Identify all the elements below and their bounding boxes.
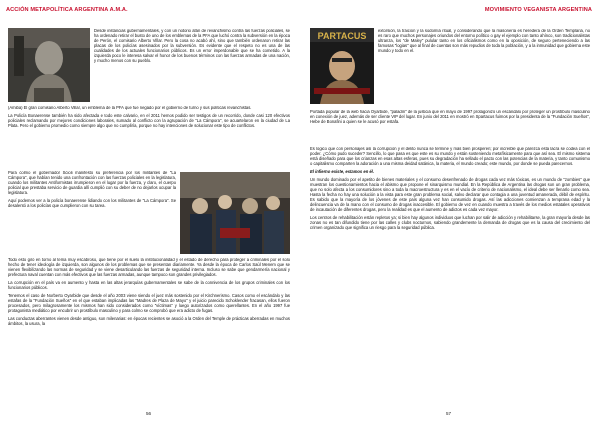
left-intro-text bbox=[94, 29, 290, 103]
left-body-scioli bbox=[8, 171, 176, 255]
police-protest-photo bbox=[180, 172, 290, 254]
right-header: MOVIMIENTO VEGANISTA ARGENTINA bbox=[484, 7, 592, 13]
left-para-tenemos: Tenemos el caso de Norberto Oyarbide que desde el año 2003 viene siendo el juez más sostenido por el Kirchnerismo. Casos como el escándalo y las estafas de la "Fundación Sueños" en el que estaban implicadas las "Madres de Plaza de Mayo" y el juicio parecido Schoklender fracasan, ellos fueron procesados, pero milagrosamente los mismos han sido considerados como "víctimas" y luego autorizados como querellantes. En el año 1997 fue protagonista mediático por encubrir un prostíbulo masculino y para colmo se comprobó que era adicto de fugas. bbox=[8, 293, 290, 313]
right-para-portada: Portada popular de la web hacia Oyarbide, "paladín" de la justicia que en mayo de 1997 protagonizó un escándalo por proteger un prostíbulo masculino en conexión de juez, además de ser cliente VIP del lugar. En junio del 2011 en mostró en Spartacus fuimos por la presidenta de la "Fundación Sueños", Hebe de Bonafini a quien se le acusó por estafa. bbox=[310, 110, 590, 124]
left-para-top: Desde instancias gubernamentales, y con un notorio afán de revanchismo contra las fuerzas policiales, se ha ordenado retirar el busto de uno de los emblemas de la PFA que luchó contra la subversión en la época de Perón, el comisario Alberto Villar. Pero la cosa no acabó ahí, sino que también ordenaron retirar las placas de los policías asesinados por la subversión. Es evidente que el respeto no es una de las cualidades de los actuales funcionarios públicos. Es un error imperdonable que se ha cometido. A la izquierda poco le interesa salvar el honor de los buenos términos con las fuerzas armadas de una nación, y mucho menos con su pueblo. bbox=[94, 29, 290, 63]
villar-bust-photo bbox=[8, 28, 90, 102]
left-header: ACCIÓN METAPOLÍTICA ARGENTINA A.M.A. bbox=[6, 7, 128, 13]
left-page-number: 56 bbox=[146, 411, 152, 416]
right-para-top: extorsión, la traición y la sodomía ritual, y considerando que la masonería es heredera de la Orden Templaria, no es raro que muchos personajes oriundos del entorno político o gay el ejemplo con tanto ahínco, son tradicionalistas ultranza, los "de Maley" pulular tanto en los oficialismos como en la oposición, de seguro perteneciendo a las famosas "logias" que al final de cuentas son más repudios de toda la población, y a la inmunidad que gobierna este mundo y todo en el. bbox=[378, 29, 590, 53]
left-para-villar-caption: (Amiba) El gran comisario Alberto Villar, un emblema de la PFA que fue negado por el gobierno de turno y sus políticas revanchistas. bbox=[8, 106, 252, 110]
right-para-centros: Los centros de rehabilitación están repletos ya; si bien hay algunos individuos que luchan por salir de adicción y rehabilitarse, la gran mayoría desde las zonas no es tan difundido tiene por las calles y clubs nocturnos, sabiendo grandemente la demanda de drogas que es la causa del crecimiento del crimen organizado que significa un riesgo para la seguridad pública. bbox=[310, 215, 590, 230]
right-intro-text bbox=[378, 29, 590, 105]
right-para-logico: Es lógico que con personajes así la corrupción y el delito nunca se termine y más bien prosperen; por increíble que parezca esta lacra se codea con el poder. ¿Cómo pudo suceder? Sencillo, lo que pasa es que este es su mundo y están sosteniendo metafísicamente para que así sea. El mismo sistema está diseñado para que los crianzas en esas altas esferas, pues su degradación ha sellado el pacto con las potencias de la materia, y tanto comunismo o capitalismo comparten la adoración a una misma deidad satánica, la materia, el mundo creado; este mundo, por donde se pueda parecernos. bbox=[310, 147, 590, 166]
right-page-number: 57 bbox=[446, 411, 452, 416]
poster-title: PARTACUS bbox=[317, 31, 367, 41]
left-para-scioli: Para colmo el gobernador Scioli manifestó su preferencia por los militantes de "La Cámpora", que habían tenido una confrontación con las fuerzas policiales en la legislatura, cuando los militantes Antiformistas irrumpieron en el lugar por la fuerza, y claro, el cuerpo policial que prestaba servicio de guardia allí cumplió con su deber de no dejarlos ocupar la legislatura. bbox=[8, 171, 176, 195]
left-para-conductas: Las conductas aberrantes vienen desde antiguo, son milenarias: en épocas recientes se asoció a la Orden del Temple de prácticas aberradas en muchos ámbitos, la usura, la bbox=[8, 316, 290, 327]
left-para-corrupcion: La corrupción en el país va en aumento y hasta en las altas jerarquías gubernamentales se sabe de la connivencia de los grupos criminales con los funcionarios públicos. bbox=[8, 280, 290, 290]
spartacus-poster-image bbox=[310, 28, 374, 104]
left-body-upper bbox=[8, 106, 290, 168]
left-para-bonaerense: La Policía Bonaerense también ha sido afectada e todo este calvario, en el 2011 hemos podido ser testigos de un recorrido, donde casi 120 efectivos policiales reclamando por mejores condiciones laborales, sumado al conflicto con la agrupación de "La Cámpora", se acuartelaron en la ciudad de La Plata. Pero el gobierno promedio como siempre algo que no cumpliría, porque no hay intenciones de solucionar este tipo de conflictos. bbox=[8, 113, 290, 129]
right-caption-text bbox=[310, 110, 590, 144]
right-body-main bbox=[310, 147, 590, 409]
left-para-aqui-caption: Aquí podemos ver a la policía bonaerense lidiando con los militantes de "La Cámpora". Se desalentó a los policías que cumplieron con su tarea. bbox=[8, 197, 176, 208]
left-body-lower bbox=[8, 258, 290, 408]
left-para-todo: Todo esto giró en torno al tema muy escabroso, que tiene por el suelo la institucionalidad y el estado de derecho para proteger a criminales por el solo hecho de tener ideología de izquierda, son algunos de los problemas que se presentan diariamente. Ya desde la época de Carlos Saúl Menem que se vienen flexibilizando las normas de seguridad y se viene desarticulando las fuerzas de seguridad interna. Incluso se sabe que gendarmería nacional y prefectura naval cuentan con más efectivos que las fuerzas armadas, aunque tampoco son grandes privilegiados. bbox=[8, 258, 290, 277]
right-para-infierno: El infierno existe, estamos en él. bbox=[310, 169, 374, 174]
right-para-mundo: Un mundo dominado por el apetito de bienes materiales y el consumo desenfrenado de drogas cada vez más tóxicas, es un mundo de "zombies" que muestran los cuestionamientos hacia el abismo que propone el sinarquismo mundial. En la República de Argentina las drogas son un gran problema, que no solo afecta a los consumidores sino a toda la macroestructura y es en el vacío de criterio de nacionalismo, el ideal debe ser llenarlo como sea. Hasta la fecha no hay una solución a la vista para este gran problema social, salvo declarar que contagia a una juventud amanerada, débil de espíritu. Es sabido que la mayoría de los jóvenes de este país alguna vez han consumido drogas. Así las adicciones comienzan a temprana edad y la delincuencia va de la mano con el consumo de drogas inaccesible. El gobierno de vez en cuando muestra a través de los medios estatales operativos de incautación de diferentes drogas, pero la realidad es que el aumento de adictos es cada vez mayor. bbox=[310, 177, 590, 212]
right-page bbox=[300, 0, 600, 424]
